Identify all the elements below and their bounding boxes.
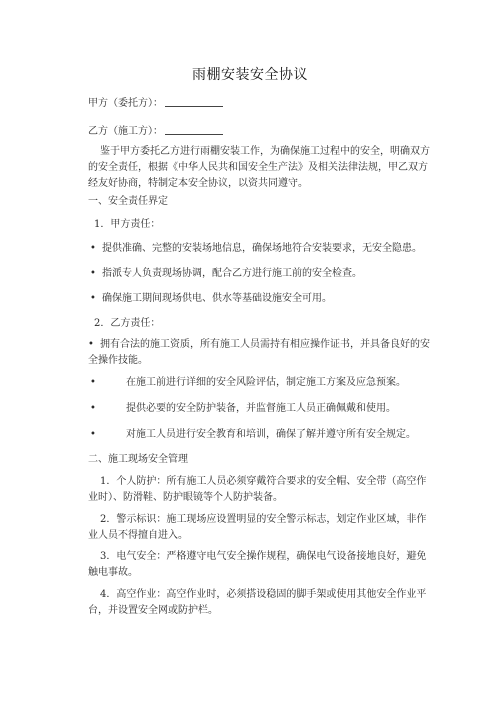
section1-party-a-heading: 1．甲方责任：	[94, 219, 161, 230]
party-a-blank[interactable]	[165, 96, 223, 107]
bullet-icon: •	[90, 429, 96, 440]
list-item: • 在施工前进行详细的安全风险评估，制定施工方案及应急预案。	[90, 377, 406, 388]
bullet-icon: •	[88, 339, 94, 350]
bullet-icon: •	[90, 377, 96, 388]
list-item: • 指派专人负责现场协调，配合乙方进行施工前的安全检查。	[90, 268, 362, 279]
section2-item-height-work: 4．高空作业：高空作业时，必须搭设稳固的脚手架或使用其他安全作业平台，并设置安全网或防护栏。	[88, 589, 427, 616]
party-b-line	[88, 124, 223, 139]
list-item: • 拥有合法的施工资质，所有施工人员需持有相应操作证书，并具备良好的安全操作技能。	[88, 339, 430, 366]
intro-paragraph: 鉴于甲方委托乙方进行雨棚安装工作，为确保施工过程中的安全，明确双方的安全责任，根据《中华人民共和国安全生产法》及相关法律法规，甲乙双方经友好协商，特制定本安全协议，以资共同遵守。	[88, 146, 430, 189]
section2-item-signage: 2．警示标识：施工现场应设置明显的安全警示标志，划定作业区域，非作业人员不得擅自进入。	[88, 514, 427, 541]
list-item: • 提供必要的安全防护装备，并监督施工人员正确佩戴和使用。	[90, 403, 396, 414]
section1-party-b-heading: 2．乙方责任：	[94, 318, 161, 329]
list-item: • 提供准确、完整的安装场地信息，确保场地符合安装要求，无安全隐患。	[90, 243, 422, 254]
bullet-icon: •	[90, 403, 96, 414]
party-a-line	[88, 96, 223, 111]
bullet-icon: •	[90, 268, 96, 279]
bullet-icon: •	[90, 243, 96, 254]
document-title: 雨棚安装安全协议	[192, 67, 308, 83]
bullet-icon: •	[90, 293, 96, 304]
section2-heading: 二、施工现场安全管理	[88, 454, 188, 465]
party-b-blank[interactable]	[165, 124, 223, 135]
party-a-label: 甲方（委托方）：	[88, 98, 163, 109]
list-item: • 对施工人员进行安全教育和培训，确保了解并遵守所有安全规定。	[90, 429, 416, 440]
section1-heading: 一、安全责任界定	[88, 196, 168, 207]
section2-item-electrical: 3．电气安全：严格遵守电气安全操作规程，确保电气设备接地良好，避免触电事故。	[88, 551, 427, 578]
list-item: • 确保施工期间现场供电、供水等基础设施安全可用。	[90, 293, 332, 304]
section2-item-protection: 1．个人防护：所有施工人员必须穿戴符合要求的安全帽、安全带（高空作业时）、防滑鞋、防护眼镜等个人防护装备。	[88, 476, 427, 503]
party-b-label: 乙方（施工方）：	[88, 126, 163, 137]
